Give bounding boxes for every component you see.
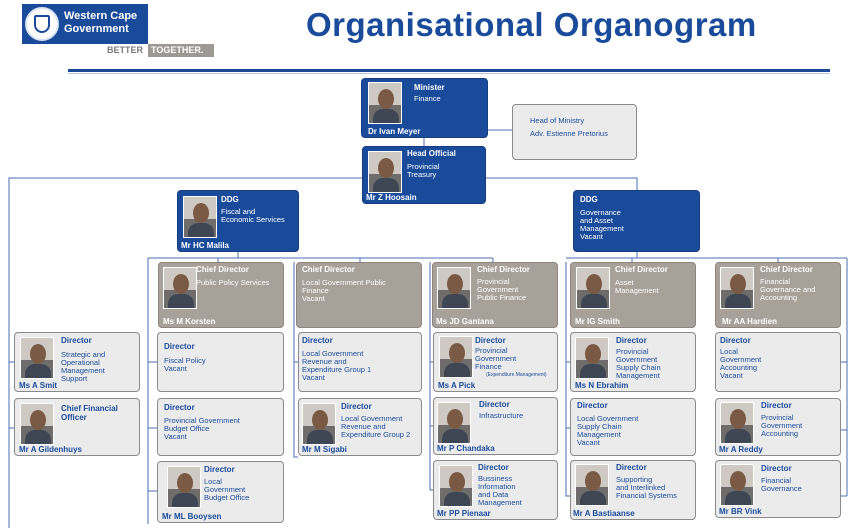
page-title: Organisational Organogram — [306, 6, 757, 43]
head-official-photo — [368, 151, 402, 193]
dir-infrastructure-card: Director Infrastructure Mr P Chandaka — [433, 397, 558, 455]
cd-lg-public-finance-card: Chief Director Local Government Public Finance Vacant — [296, 262, 422, 328]
cfo-card: Chief Financial Officer Mr A Gildenhuys — [14, 398, 140, 456]
ddg-fiscal-card: DDG Fiscal and Economic Services Mr HC Malila — [177, 190, 299, 252]
connector-to-dirs1 — [148, 362, 157, 491]
tagline-together: TOGETHER. — [148, 44, 214, 57]
dir-lg-budget-card: Director Local Government Budget Office Mr ML Booysen — [157, 461, 284, 523]
cd-asset-mgmt-photo — [576, 267, 610, 309]
cd-fin-gov-card: Chief Director Financial Governance and Accounting Mr AA Hardien — [715, 262, 841, 328]
dir-strategic-card: Director Strategic and Operational Management Support Ms A Smit — [14, 332, 140, 392]
dir-supporting-photo — [575, 464, 609, 506]
dir-fin-gov-card: Director Financial Governance Mr BR Vink — [715, 460, 841, 518]
dir-fin-gov-photo — [720, 464, 754, 506]
cd-public-policy-card: Chief Director Public Policy Services Ms M Korsten — [158, 262, 284, 328]
cd-fin-gov-photo — [720, 267, 754, 309]
dir-pg-budget-card: Director Provincial Government Budget Office Vacant — [157, 398, 284, 456]
cd-prov-public-finance-card: Chief Director Provincial Government Public Finance Ms JD Gantana — [432, 262, 558, 328]
header-divider — [68, 69, 830, 72]
ddg-fiscal-photo — [183, 196, 217, 238]
dir-lg-rev1-card: Director Local Government Revenue and Expenditure Group 1 Vacant — [298, 332, 422, 392]
ddg-governance-card: DDG Governance and Asset Management Vacant — [573, 190, 700, 252]
logo-text: Western Cape Government — [64, 10, 138, 35]
minister-card: Minister Finance Dr Ivan Meyer — [361, 78, 488, 138]
dir-business-info-photo — [439, 465, 473, 507]
cd-public-policy-photo — [163, 267, 197, 309]
dir-strategic-photo — [20, 337, 54, 379]
tagline-better: BETTER — [104, 44, 148, 57]
dir-lg-budget-photo — [167, 466, 201, 508]
cd-asset-mgmt-card: Chief Director Asset Management Mr IG Smith — [570, 262, 696, 328]
dir-business-info-card: Director Bussiness Information and Data Management Mr PP Pienaar — [433, 460, 558, 520]
dir-lg-rev2-card: Director Local Government Revenue and Expenditure Group 2 Mr M Sigabi — [298, 398, 422, 456]
dir-lg-rev2-photo — [302, 403, 336, 445]
dir-lg-scm-card: Director Local Government Supply Chain Management Vacant — [570, 398, 696, 456]
dir-pg-scm-card: Director Provincial Government Supply Chain Management Ms N Ebrahim — [570, 332, 696, 392]
head-official-card: Head Official Provincial Treasury Mr Z Hoosain — [362, 146, 486, 204]
dir-pg-accounting-card: Director Provincial Government Accounting Mr A Reddy — [715, 398, 841, 456]
dir-pg-finance-photo — [439, 336, 473, 378]
coat-of-arms-icon — [25, 7, 59, 41]
dir-lg-accounting-card: Director Local Government Accounting Vacant — [715, 332, 841, 392]
western-cape-logo — [22, 4, 148, 44]
dir-fiscal-policy-card: Director Fiscal Policy Vacant — [157, 332, 284, 392]
cd-prov-public-finance-photo — [437, 267, 471, 309]
minister-photo — [368, 82, 402, 124]
head-of-ministry-card: Head of Ministry Adv. Estienne Pretorius — [512, 104, 637, 160]
dir-pg-scm-photo — [575, 337, 609, 379]
dir-infrastructure-photo — [437, 402, 471, 444]
dir-pg-finance-card: Director Provincial Government Finance (Expenditure Management) Ms A Pick — [433, 332, 558, 392]
connector-head-to-ddg2 — [486, 178, 637, 190]
cfo-photo — [20, 403, 54, 445]
dir-pg-accounting-photo — [720, 402, 754, 444]
dir-supporting-card: Director Supporting and Interlinked Financial Systems Mr A Bastiaanse — [570, 460, 696, 520]
